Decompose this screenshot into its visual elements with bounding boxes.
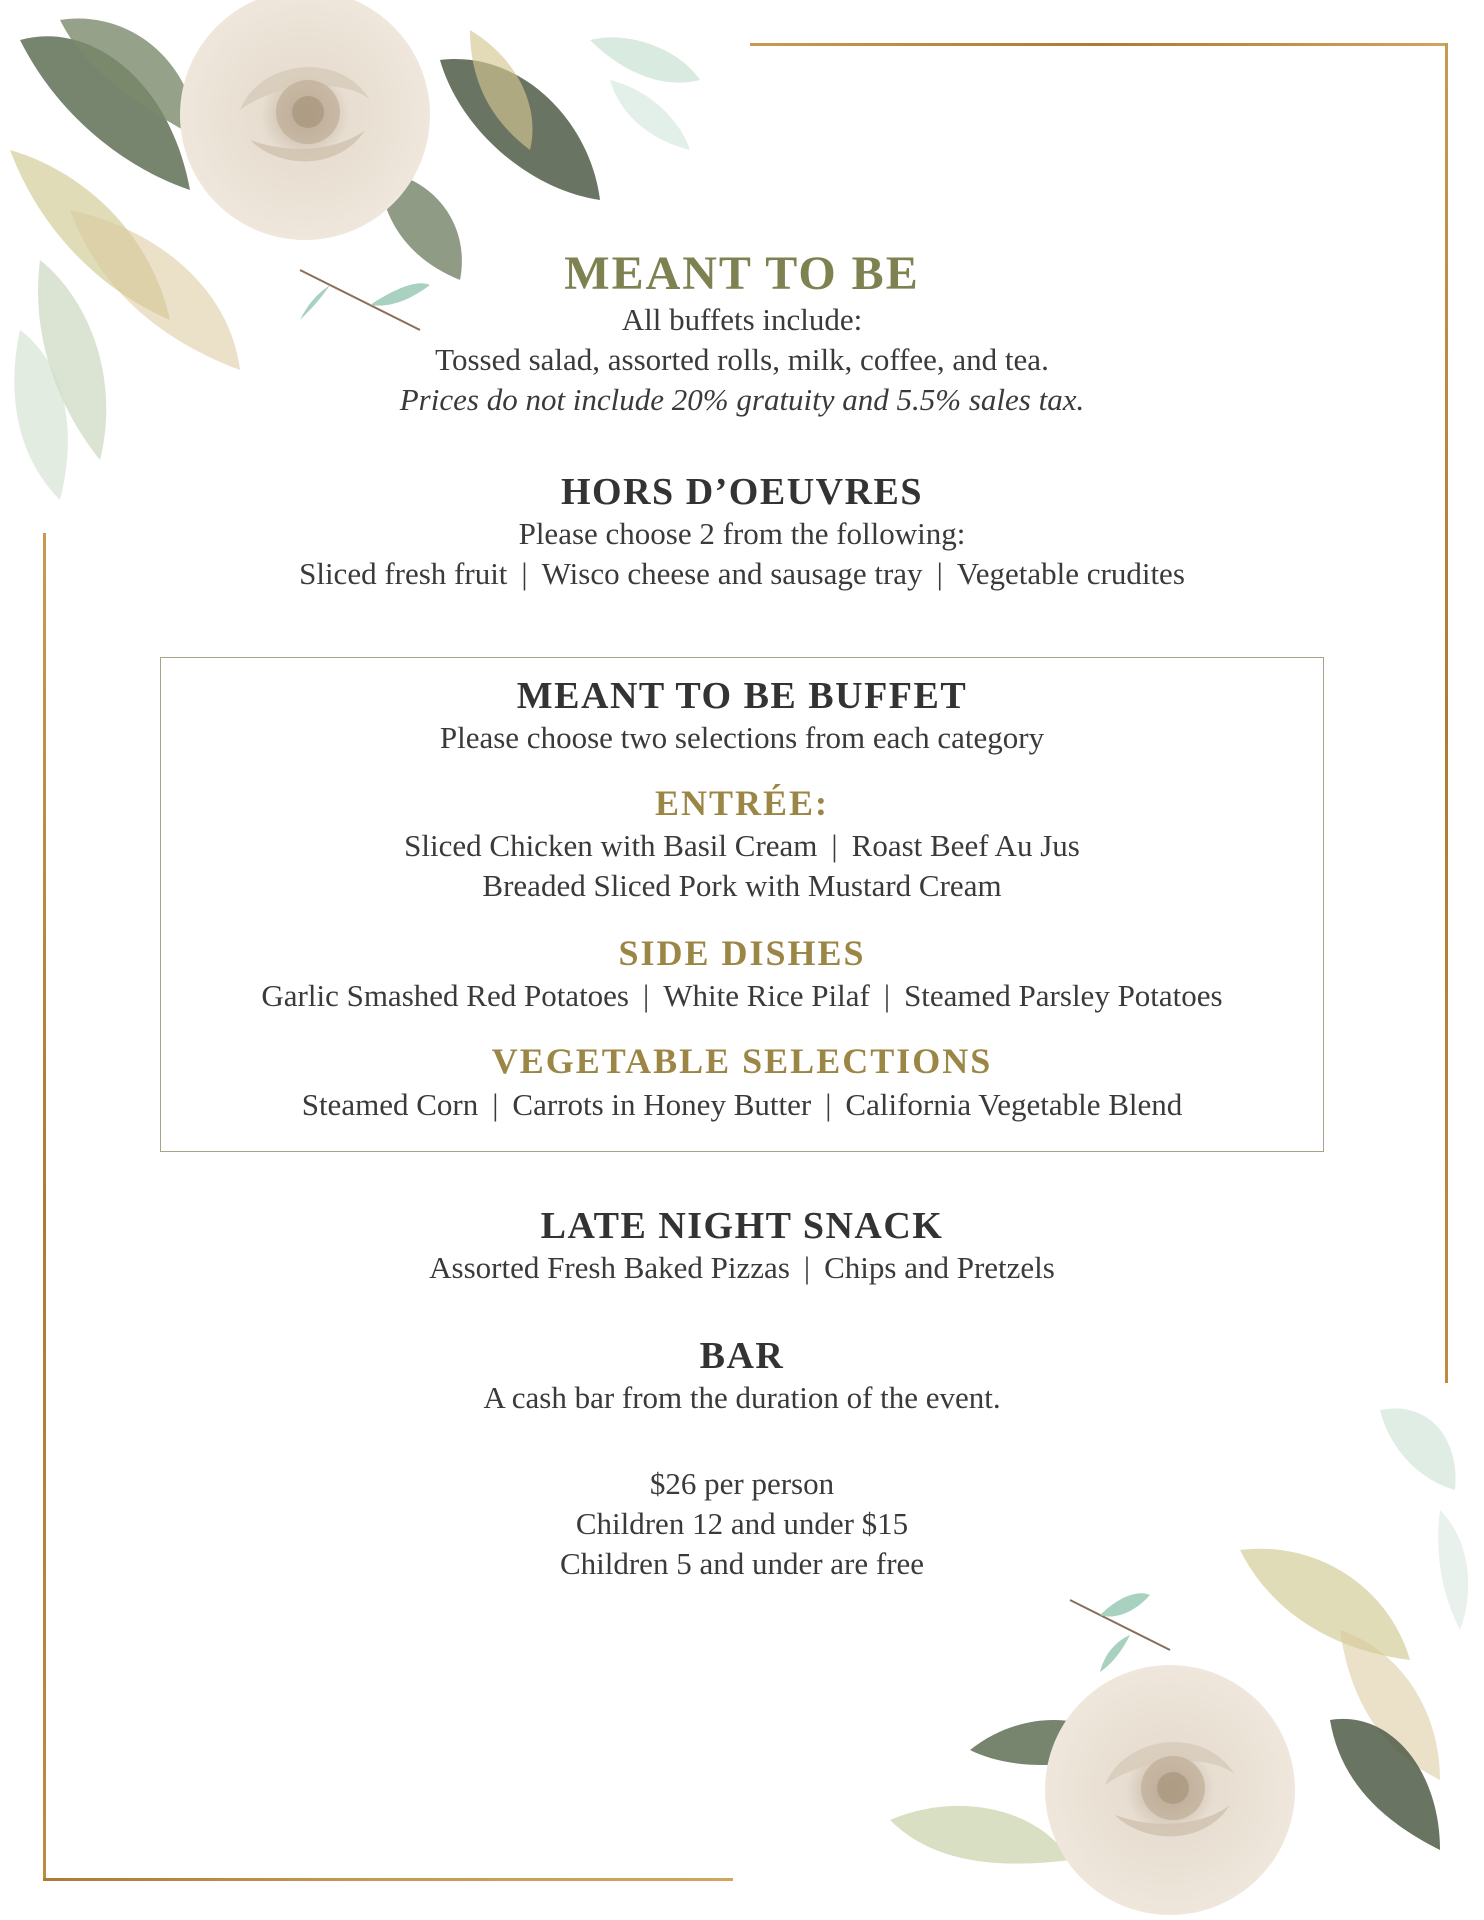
entree-title: ENTRÉE: [654, 783, 830, 823]
list-item: Vegetable crudites [956, 556, 1185, 591]
list-item: Steamed Corn [301, 1087, 479, 1122]
menu-title: MEANT TO BE [564, 247, 920, 300]
list-item: Chips and Pretzels [824, 1250, 1055, 1285]
separator: | [643, 978, 650, 1013]
list-item: Carrots in Honey Butter [512, 1087, 812, 1122]
separator: | [521, 556, 528, 591]
separator: | [936, 556, 943, 591]
entree-row-1 [0, 828, 1484, 864]
list-item: Garlic Smashed Red Potatoes [261, 978, 630, 1013]
separator: | [825, 1087, 832, 1122]
list-item: Wisco cheese and sausage tray [541, 556, 923, 591]
list-item: Steamed Parsley Potatoes [904, 978, 1223, 1013]
intro-line-1: All buffets include: [621, 302, 863, 337]
intro-line-2: Tossed salad, assorted rolls, milk, coffee, and tea. [435, 342, 1049, 377]
buffet-title: MEANT TO BE BUFFET [516, 675, 968, 717]
price-adult: $26 per person [649, 1466, 835, 1501]
list-item: White Rice Pilaf [663, 978, 870, 1013]
frame-top-border [750, 43, 1448, 46]
frame-bottom-border [43, 1878, 733, 1881]
bar-title: BAR [699, 1335, 785, 1377]
list-item: California Vegetable Blend [845, 1087, 1183, 1122]
entree-row-2: Breaded Sliced Pork with Mustard Cream [482, 868, 1002, 903]
pricing-note: Prices do not include 20% gratuity and 5.5% sales tax. [399, 382, 1085, 417]
hors-doeuvres-title: HORS D’OEUVRES [561, 471, 923, 513]
hors-doeuvres-instruction: Please choose 2 from the following: [518, 516, 966, 551]
vegetable-selections-items [0, 1087, 1484, 1123]
list-item: Roast Beef Au Jus [851, 828, 1080, 863]
price-children-12: Children 12 and under $15 [575, 1506, 909, 1541]
list-item: Sliced fresh fruit [299, 556, 508, 591]
separator: | [803, 1250, 811, 1285]
side-dishes-title: SIDE DISHES [618, 933, 866, 973]
vegetable-selections-title: VEGETABLE SELECTIONS [491, 1041, 993, 1081]
separator: | [492, 1087, 499, 1122]
price-children-5: Children 5 and under are free [559, 1546, 925, 1581]
side-dishes-items [0, 978, 1484, 1014]
bar-description: A cash bar from the duration of the event. [483, 1380, 1001, 1415]
list-item: Sliced Chicken with Basil Cream [404, 828, 818, 863]
list-item: Assorted Fresh Baked Pizzas [429, 1250, 790, 1285]
buffet-instruction: Please choose two selections from each category [439, 720, 1045, 755]
late-night-snack-items [0, 1250, 1484, 1286]
separator: | [831, 828, 838, 863]
late-night-snack-title: LATE NIGHT SNACK [540, 1205, 944, 1247]
separator: | [883, 978, 891, 1013]
hors-doeuvres-items [0, 556, 1484, 592]
